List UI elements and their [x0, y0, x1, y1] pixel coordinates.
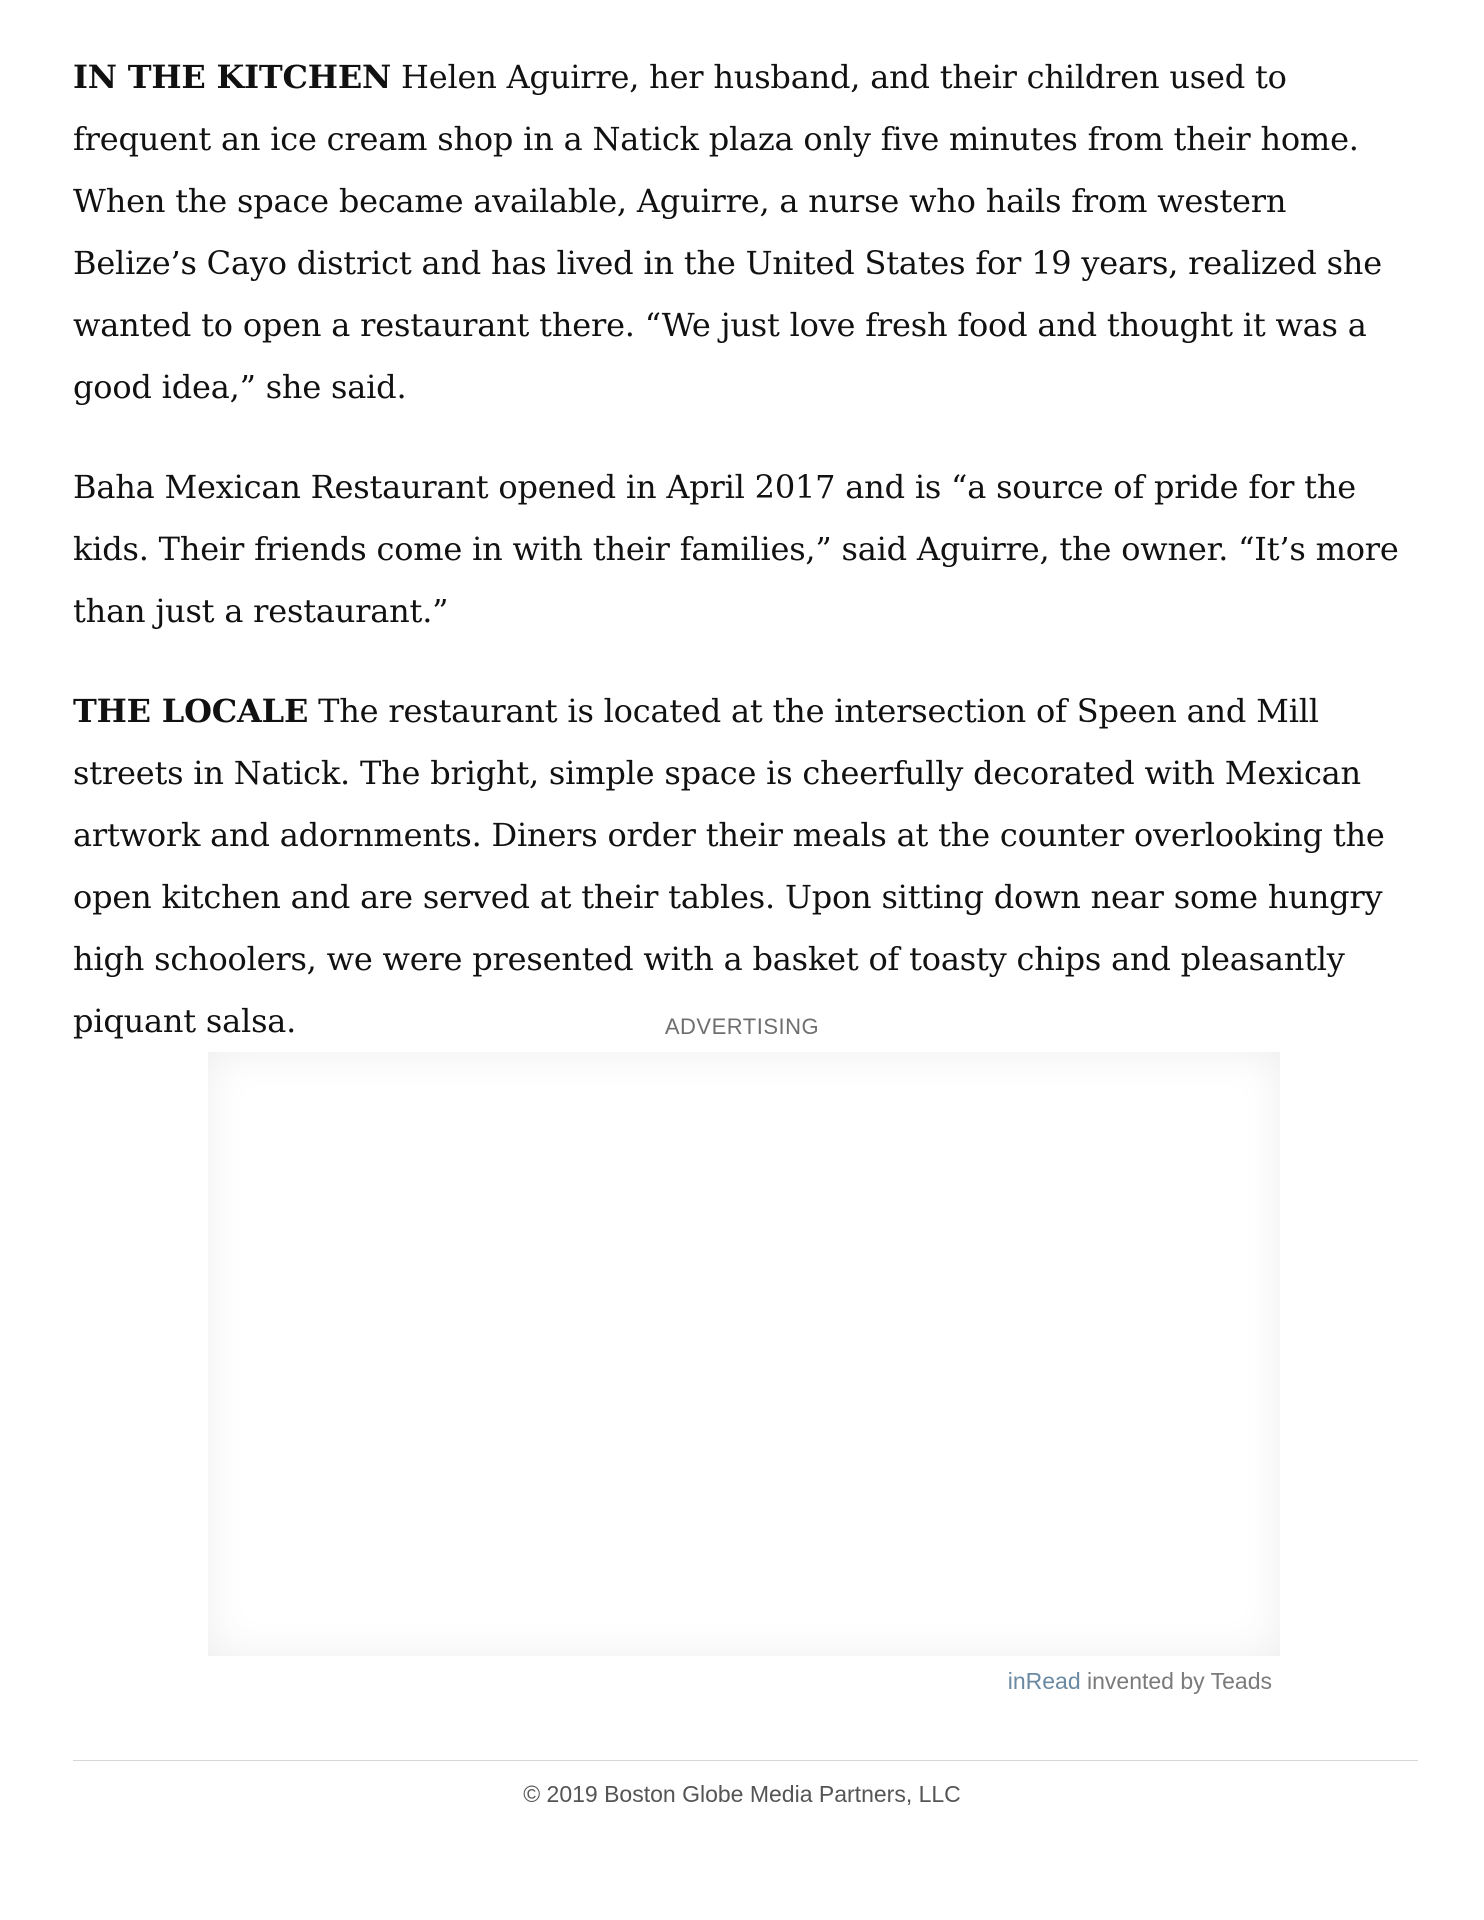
- kicker-the-locale: THE LOCALE: [73, 692, 309, 730]
- inread-link[interactable]: inRead: [1007, 1668, 1081, 1694]
- ad-attribution: [1008, 1668, 1272, 1695]
- paragraph-opening: [73, 456, 1418, 642]
- paragraph-the-locale: [73, 680, 1418, 1052]
- footer-divider: [73, 1760, 1418, 1761]
- article-body: [73, 46, 1418, 1090]
- paragraph-text: Helen Aguirre, her husband, and their children used to frequent an ice cream shop in a Natick plaza only five minutes from their home. When the space became available, Aguirre, a nurse who hails from western Belize’s Cayo district and has lived in the United States for 19 years, realized she wanted to open a restaurant there. “We just love fresh food and thought it was a good idea,” she said.: [73, 58, 1382, 406]
- kicker-in-the-kitchen: IN THE KITCHEN: [73, 58, 392, 96]
- ad-attribution-text: invented by Teads: [1080, 1668, 1272, 1694]
- ad-slot[interactable]: [208, 1052, 1280, 1656]
- copyright-footer: © 2019 Boston Globe Media Partners, LLC: [523, 1781, 961, 1807]
- paragraph-in-the-kitchen: [73, 46, 1418, 418]
- advertising-label: ADVERTISING: [664, 1014, 820, 1039]
- paragraph-text: Baha Mexican Restaurant opened in April 2017 and is “a source of pride for the kids. Their friends come in with their families,” said Aguirre, the owner. “It’s more than just a restaurant.”: [73, 468, 1399, 630]
- paragraph-text: The restaurant is located at the intersection of Speen and Mill streets in Natick. The bright, simple space is cheerfully decorated with Mexican artwork and adornments. Diners order their meals at the counter overlooking the open kitchen and are served at their tables. Upon sitting down near some hungry high schoolers, we were presented with a basket of toasty chips and pleasantly piquant salsa.: [73, 692, 1385, 1040]
